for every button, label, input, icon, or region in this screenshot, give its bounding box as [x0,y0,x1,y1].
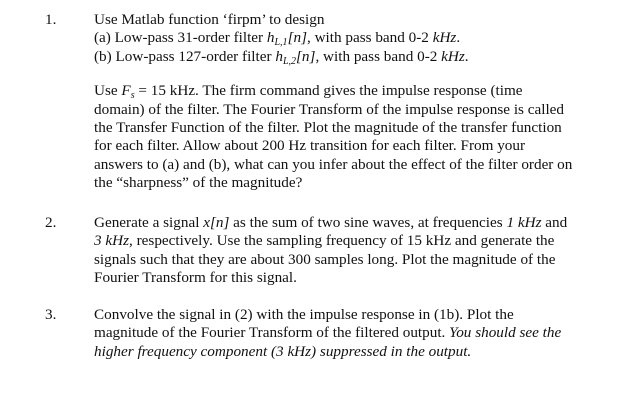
question-1-para-line-6: the “sharpness” of the magnitude? [94,174,303,192]
question-2-line-2: 3 kHz, respectively. Use the sampling frequency of 15 kHz and generate the [94,232,555,250]
question-1-intro: Use Matlab function ‘firpm’ to design [94,11,325,28]
question-2-line-3: signals such that they are about 300 samples long. Plot the magnitude of the [94,250,556,268]
question-2-line-1: Generate a signal x[n] as the sum of two sine waves, at frequencies 1 kHz and [94,214,568,231]
question-1-para-line-5: answers to (a) and (b), what can you infer about the effect of the filter order on [94,155,573,173]
question-1-para-line-3: the Transfer Function of the filter. Plot the magnitude of the transfer function [94,119,562,137]
question-1-para-line-1: Use $F_s = 15$ kHz. The firm command gives the impulse response (time [94,82,523,102]
question-1-part-b: (b) Low-pass 127-order filter $h_{L,2}[n]$, with pass band 0-2 kHz. [94,47,469,67]
question-3-line-1: Convolve the signal in (2) with the impulse response in (1b). Plot the [94,306,514,323]
question-1-para-line-4: for each filter. Allow about 200 Hz transition for each filter. From your [94,137,526,155]
question-2-body [94,214,604,288]
question-2-line-4: Fourier Transform for this signal. [94,269,297,287]
question-3-body [94,306,604,361]
question-2-number: 2. [45,214,57,231]
question-1-body [94,11,604,193]
question-1-para-line-2: domain) of the filter. The Fourier Transform of the impulse response is called [94,100,565,118]
question-1-number: 1. [45,11,57,28]
question-1-part-a: (a) Low-pass 31-order filter $h_{L,1}[n]$, with pass band 0-2 kHz. [94,29,461,49]
question-3-line-3: higher frequency component (3 kHz) suppressed in the output. [94,342,472,360]
question-3-number: 3. [45,306,57,323]
question-3-line-2: magnitude of the Fourier Transform of the filtered output. You should see the [94,324,562,342]
